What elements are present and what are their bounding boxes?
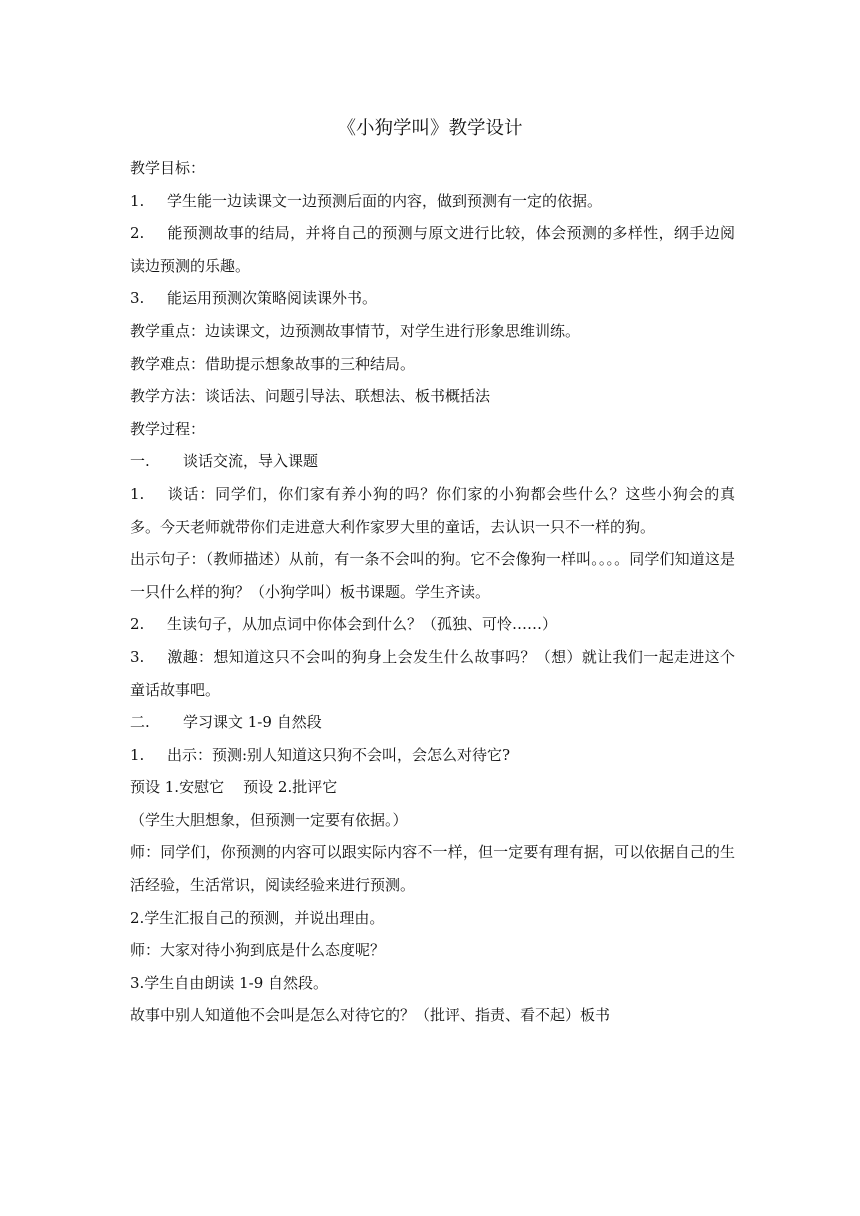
goal-number: 1. bbox=[130, 191, 145, 210]
section2-line-7 bbox=[130, 967, 735, 1000]
section2-line-1 bbox=[130, 739, 735, 772]
goal-item-2 bbox=[130, 217, 735, 282]
item-text: 故事中别人知道他不会叫是怎么对待它的？（批评、指责、看不起）板书 bbox=[130, 1006, 611, 1025]
document-title: 《小狗学叫》教学设计 bbox=[337, 118, 523, 139]
goal-item-1 bbox=[130, 185, 735, 218]
item-text: 出示：预测:别人知道这只狗不会叫，会怎么对待它? bbox=[167, 745, 511, 764]
section2-line-2 bbox=[130, 771, 735, 804]
section-title: 学习课文 1-9 自然段 bbox=[183, 713, 322, 732]
section1-item-3 bbox=[130, 641, 735, 706]
section-title: 谈话交流，导入课题 bbox=[183, 452, 319, 471]
item-text: 预设 1.安慰它 预设 2.批评它 bbox=[130, 778, 338, 797]
item-text: 生读句子，从加点词中你体会到什么？（孤独、可怜……） bbox=[167, 615, 558, 634]
section2-line-8 bbox=[130, 999, 735, 1032]
goal-item-3 bbox=[130, 282, 735, 315]
item-text: 出示句子：（教师描述）从前，有一条不会叫的狗。它不会像狗一样叫。。。。同学们知道这是一只什么样的狗？（小狗学叫）板书课题。学生齐读。 bbox=[130, 550, 735, 601]
goal-text: 能预测故事的结局，并将自己的预测与原文进行比较，体会预测的多样性，纲手边阅读边预测的乐趣。 bbox=[130, 224, 735, 275]
section2-line-3 bbox=[130, 804, 735, 837]
item-text: 3.学生自由朗读 1-9 自然段。 bbox=[130, 973, 329, 992]
section2-line-5 bbox=[130, 902, 735, 935]
key-point: 教学重点：边读课文，边预测故事情节，对学生进行形象思维训练。 bbox=[130, 321, 581, 340]
section1-item-1 bbox=[130, 478, 735, 543]
goal-number: 2. bbox=[130, 224, 145, 243]
process-heading: 教学过程： bbox=[130, 419, 206, 438]
section-heading-1 bbox=[130, 445, 735, 478]
methods: 教学方法：谈话法、问题引导法、联想法、板书概括法 bbox=[130, 387, 491, 406]
difficulty: 教学难点：借助提示想象故事的三种结局。 bbox=[130, 354, 416, 373]
item-number: 1. bbox=[130, 745, 145, 764]
section1-item-2 bbox=[130, 608, 735, 641]
item-text: 师：同学们，你预测的内容可以跟实际内容不一样，但一定要有理有据，可以依据自己的生活经验，生活常识，阅读经验来进行预测。 bbox=[130, 843, 735, 895]
section1-paragraph bbox=[130, 543, 735, 608]
section2-line-6 bbox=[130, 934, 735, 967]
section-number: 一. bbox=[130, 452, 150, 471]
item-text: 激趣：想知道这只不会叫的狗身上会发生什么故事吗？（想）就让我们一起走进这个童话故事吧。 bbox=[130, 647, 735, 699]
goal-number: 3. bbox=[130, 289, 145, 308]
item-number: 1. bbox=[130, 484, 145, 503]
item-text: 师：大家对待小狗到底是什么态度呢？ bbox=[130, 941, 386, 960]
section-number: 二. bbox=[130, 713, 150, 732]
item-number: 3. bbox=[130, 647, 145, 666]
section2-line-4 bbox=[130, 836, 735, 901]
item-number: 2. bbox=[130, 615, 145, 634]
section-heading-2 bbox=[130, 706, 735, 739]
document-body bbox=[130, 152, 735, 1032]
goals-heading: 教学目标： bbox=[130, 159, 206, 177]
item-text: （学生大胆想象，但预测一定要有依据。） bbox=[130, 810, 408, 829]
item-text: 2.学生汇报自己的预测，并说出理由。 bbox=[130, 908, 385, 927]
item-text: 谈话：同学们，你们家有养小狗的吗？你们家的小狗都会些什么？这些小狗会的真多。今天老师就带你们走进意大利作家罗大里的童话，去认识一只不一样的狗。 bbox=[130, 484, 735, 536]
goal-text: 能运用预测次策略阅读课外书。 bbox=[167, 289, 378, 308]
goal-text: 学生能一边读课文一边预测后面的内容，做到预测有一定的依据。 bbox=[167, 191, 603, 210]
